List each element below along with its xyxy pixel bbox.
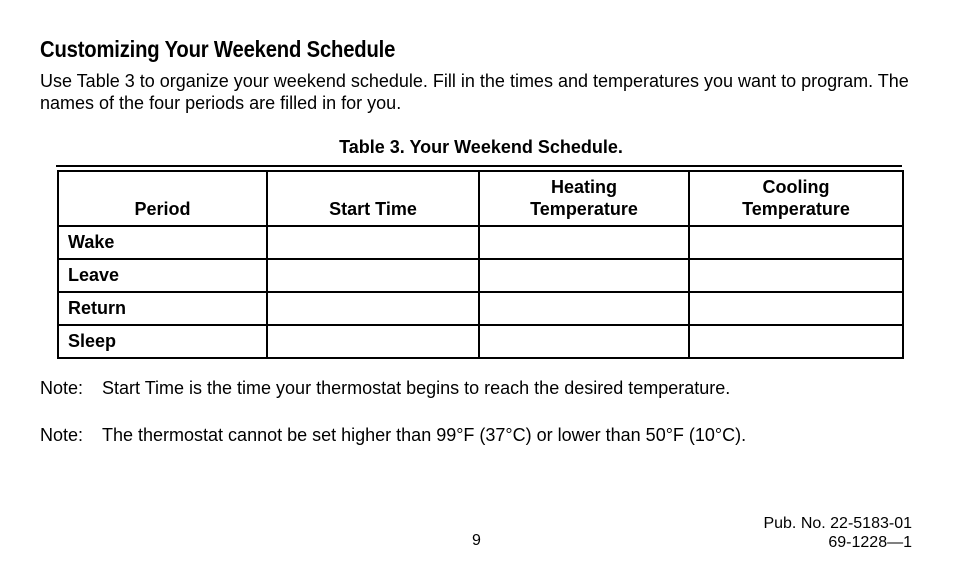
- header-period: [58, 171, 267, 226]
- period-cell: Wake: [58, 226, 267, 259]
- note-start-time: [40, 377, 730, 399]
- heating-temperature-cell[interactable]: [479, 259, 689, 292]
- table-row: [58, 226, 903, 259]
- note-text: The thermostat cannot be set higher than 99°F (37°C) or lower than 50°F (10°C).: [102, 425, 747, 445]
- header-start-time: [267, 171, 479, 226]
- heating-temperature-cell[interactable]: [479, 292, 689, 325]
- cooling-temperature-cell[interactable]: [689, 259, 903, 292]
- period-cell: Leave: [58, 259, 267, 292]
- cooling-temperature-cell[interactable]: [689, 292, 903, 325]
- table-row: [58, 292, 903, 325]
- header-start-time-label: Start Time: [329, 199, 417, 219]
- header-heating-line2: Temperature: [530, 199, 638, 219]
- period-cell: Sleep: [58, 325, 267, 358]
- header-period-label: Period: [134, 199, 191, 219]
- period-cell: Return: [58, 292, 267, 325]
- table-caption: Table 3. Your Weekend Schedule.: [339, 137, 623, 157]
- note-label: Note:: [40, 378, 84, 398]
- cooling-temperature-cell[interactable]: [689, 226, 903, 259]
- publication-info: [763, 514, 912, 552]
- note-text: Start Time is the time your thermostat begins to reach the desired temperature.: [102, 378, 731, 398]
- table-top-rule: [56, 165, 902, 167]
- page-heading: Customizing Your Weekend Schedule: [40, 36, 396, 62]
- note-temperature-limits: [40, 424, 746, 446]
- intro-paragraph: Use Table 3 to organize your weekend schedule. Fill in the times and temperatures you want to program. The names of the four periods are filled in for you.: [40, 71, 909, 113]
- cooling-temperature-cell[interactable]: [689, 325, 903, 358]
- doc-id: 69-1228—1: [828, 534, 912, 551]
- heating-temperature-cell[interactable]: [479, 226, 689, 259]
- table-header-row: [58, 171, 903, 226]
- start-time-cell[interactable]: [267, 325, 479, 358]
- pub-number: Pub. No. 22-5183-01: [763, 515, 912, 532]
- header-cooling-line1: Cooling: [762, 177, 830, 197]
- header-heating-temperature: [479, 171, 689, 226]
- start-time-cell[interactable]: [267, 259, 479, 292]
- start-time-cell[interactable]: [267, 226, 479, 259]
- heating-temperature-cell[interactable]: [479, 325, 689, 358]
- start-time-cell[interactable]: [267, 292, 479, 325]
- header-cooling-temperature: [689, 171, 903, 226]
- weekend-schedule-table: [57, 170, 904, 359]
- note-label: Note:: [40, 425, 84, 445]
- table-row: [58, 259, 903, 292]
- header-cooling-line2: Temperature: [742, 199, 850, 219]
- schedule-table-container: [57, 170, 904, 359]
- header-heating-line1: Heating: [550, 177, 617, 197]
- page-number: 9: [472, 532, 481, 549]
- table-row: [58, 325, 903, 358]
